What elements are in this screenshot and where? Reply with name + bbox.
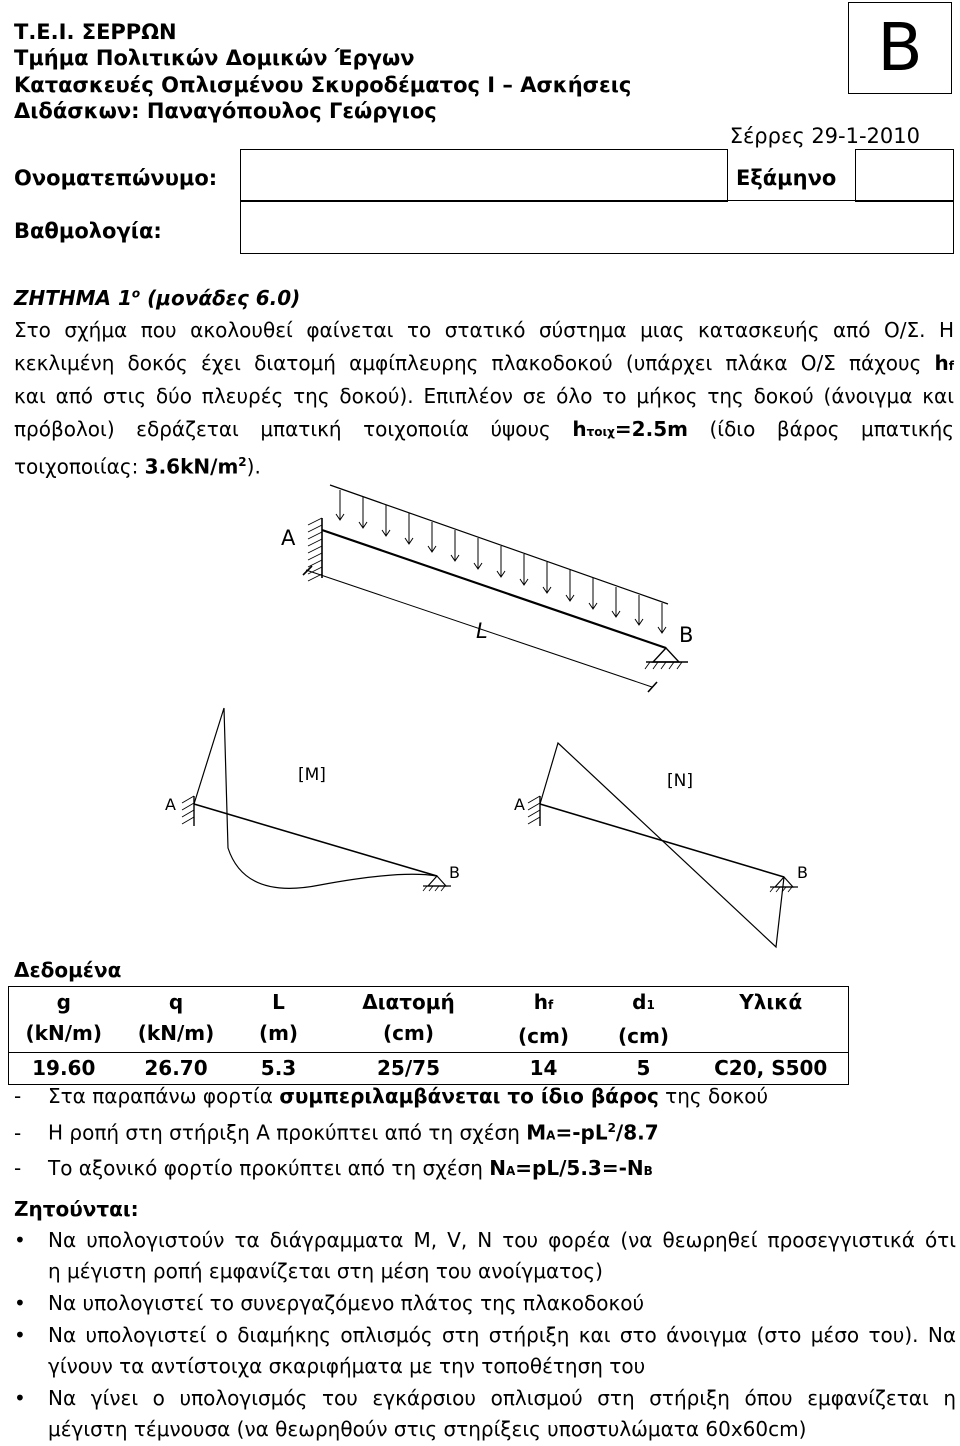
requirement-3: • Να υπολογιστεί ο διαμήκης οπλισμός στη στήριξη και στο άνοιγμα (στο μέσο του). Να γίνουν τα αντίστοιχα σκαριφήματα με την τοποθέτηση του <box>14 1323 956 1378</box>
institute-name: Τ.Ε.Ι. ΣΕΡΡΩΝ <box>14 20 177 44</box>
semester-field[interactable] <box>855 149 954 202</box>
col-header-hf: hf (cm) <box>518 990 569 1048</box>
axial-label-A: A <box>514 795 525 814</box>
axial-diagram-title: [N] <box>667 771 693 791</box>
value-hf: 14 <box>529 1056 558 1080</box>
version-letter: B <box>877 9 923 86</box>
note-1: - Στα παραπάνω φορτία συμπεριλαμβάνεται το ίδιο βάρος της δοκού <box>14 1084 769 1108</box>
moment-diagram <box>182 708 451 891</box>
value-section: 25/75 <box>377 1056 440 1080</box>
grade-label: Βαθμολογία: <box>14 219 162 243</box>
name-label: Ονοματεπώνυμο: <box>14 166 218 190</box>
version-box <box>848 2 952 94</box>
problem-title: ΖΗΤΗΜΑ $1^o$ (μονάδες 6.0) <box>14 286 301 310</box>
requirement-1: • Να υπολογιστούν τα διάγραμματα M, V, N του φορέα (να θεωρηθεί προσεγγιστικά ότι η μέγιστη ροπή εμφανίζεται στη μέση του ανοίγματος) <box>14 1228 956 1283</box>
exam-date: Σέρρες 29-1-2010 <box>729 124 920 148</box>
data-heading: Δεδομένα <box>14 958 122 982</box>
requirement-2: • Να υπολογιστεί το συνεργαζόμενο πλάτος της πλακοδοκού <box>14 1291 645 1315</box>
requirements-list <box>14 1225 956 1446</box>
col-header-g: g (kN/m) <box>25 990 102 1045</box>
moment-label-B: B <box>449 863 460 882</box>
static-system-diagram <box>303 485 688 692</box>
label-span-L: L <box>476 619 488 643</box>
value-g: 19.60 <box>32 1056 96 1080</box>
col-header-d1: d1 (cm) <box>618 990 669 1048</box>
moment-label-A: A <box>165 795 176 814</box>
col-header-section: Διατομή (cm) <box>362 990 455 1045</box>
value-q: 26.70 <box>144 1056 208 1080</box>
label-support-A: A <box>281 526 296 550</box>
note-2: - Η ροπή στη στήριξη Α προκύπτει από τη σχέση $MA=-pL^2/8.7$ <box>14 1120 659 1145</box>
value-materials: C20, S500 <box>714 1056 828 1080</box>
value-L: 5.3 <box>260 1056 297 1080</box>
semester-label: Εξάμηνο <box>736 166 837 190</box>
col-header-materials: Υλικά <box>739 990 803 1014</box>
value-d1: 5 <box>636 1056 651 1080</box>
requirement-4: • Να γίνει ο υπολογισμός του εγκάρσιου οπλισμού στη στήριξη όπου εμφανίζεται η μέγιστη τέμνουσα (να θεωρηθούν στις στηρίξεις υποστυλώματα 60x60cm) <box>14 1386 956 1441</box>
grade-field[interactable] <box>240 200 954 254</box>
axial-force-diagram <box>528 743 798 947</box>
instructor-name: Διδάσκων: Παναγόπουλος Γεώργιος <box>14 99 437 123</box>
col-header-q: q (kN/m) <box>137 990 215 1045</box>
col-header-L: L (m) <box>258 990 299 1045</box>
course-title: Κατασκευές Οπλισμένου Σκυροδέματος Ι – Ασκήσεις <box>14 73 632 97</box>
department-name: Τμήμα Πολιτικών Δομικών Έργων <box>14 46 415 70</box>
notes-list <box>14 1080 768 1187</box>
axial-label-B: B <box>797 863 808 882</box>
problem-text: Στο σχήμα που ακολουθεί φαίνεται το στατικό σύστημα μιας κατασκευής από Ο/Σ. Η κεκλιμένη δοκός έχει διατομή αμφίπλευρης πλακοδοκού (υπάρχει πλάκα Ο/Σ πάχους hf και από στις δύο πλευρές της δοκού). Επιπλέον σε όλο το μήκος της δοκού (άνοιγμα και πρόβολοι) εδράζεται μπατική τοιχοποιία ύψους hτοιχ=2.5m (ίδιο βάρος μπατικής τοιχοποιίας: $3.6kN/m^2$). <box>14 318 954 479</box>
note-3: - Το αξονικό φορτίο προκύπτει από τη σχέση NA=pL/5.3=-NB <box>14 1155 653 1180</box>
label-support-B: B <box>679 623 694 647</box>
requirements-heading: Ζητούνται: <box>14 1197 139 1221</box>
data-table <box>8 986 849 1085</box>
structural-figure <box>0 470 960 970</box>
moment-diagram-title: [M] <box>298 765 326 785</box>
name-field[interactable] <box>240 149 728 202</box>
